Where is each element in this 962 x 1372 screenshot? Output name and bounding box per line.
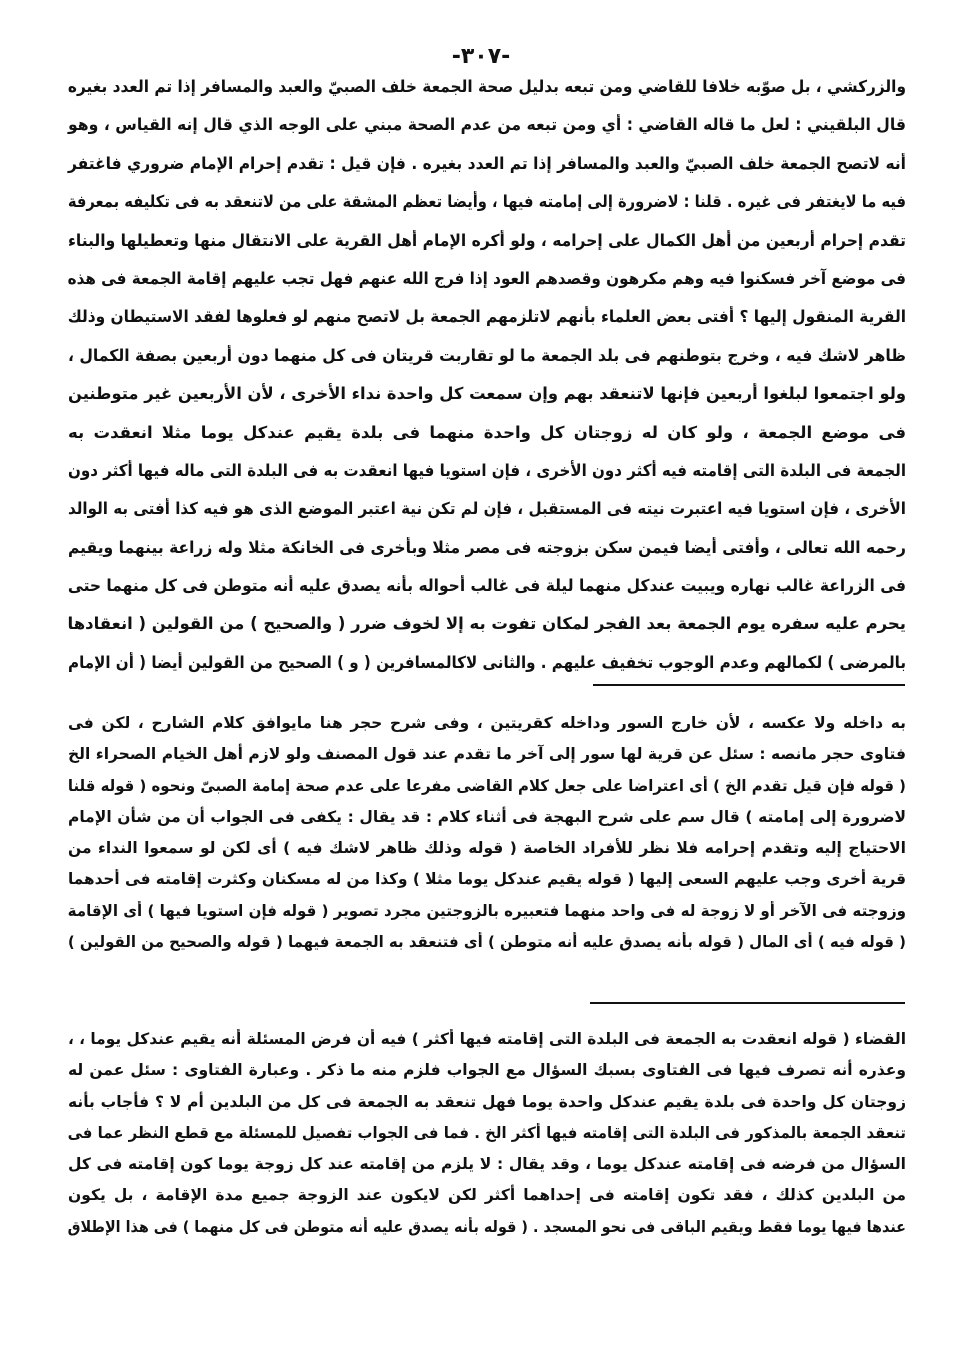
page-number: -٣٠٧-: [451, 44, 511, 69]
footnote-line: عندها فيها يوما فقط ويقيم الباقى فى نحو المسجد . ( قوله بأنه يصدق عليه أنه متوطن فى كل منهما ) فى هذا الإطلاق: [67, 1217, 907, 1236]
footnote-line: فتاوى حجر مانصه : سئل عن قرية لها سور إلى آخر ما تقدم عند قول المصنف ولو لازم أهل الخيام الصحراء الخ: [68, 745, 906, 764]
footnote-line: قرية أخرى وجب عليهم السعى إليها ( قوله يقيم عندكل يوما مثلا ) وكذا من له مسكنان وكثرت إقامته فى أحدهما: [68, 870, 906, 889]
text-line: فى الزراعة غالب نهاره ويبيت عندكل منهما ليلة فى غالب أحواله بأنه يصدق عليه أنه متوطن فى كل منهما حتى: [67, 576, 907, 596]
footnote-line: لاضرورة إلى إمامته ) قال سم على شرح البهجة فى أثناء كلام : قد يقال : يكفى فى الجواب أن من شأن الإمام: [68, 807, 906, 826]
text-line: تقدم إحرام أربعين من أهل الكمال على إحرامه ، ولو أكره الإمام أهل القرية على الانتقال منها وتعطيلها والبناء: [68, 230, 906, 250]
text-line: الجمعة فى البلدة التى إقامته فيه أكثر دون الأخرى ، فإن استويا فيها انعقدت به فى البلدة التى ماله فيها أكثر دون: [68, 460, 906, 480]
footnote-line: الاحتياج إليه وتقدم إحرامه فلا نظر للأفراد الخاصة ( قوله وذلك ظاهر لاشك فيه ) أى لكن لو سمعوا النداء من: [68, 839, 906, 858]
footnote-divider: [590, 1002, 905, 1004]
footnote-line: ( قوله فإن قيل تقدم الخ ) أى اعتراضا على جعل كلام القاضى مفرعا على عدم صحة إمامة الصبىّ ونحوه ( قوله قلنا: [67, 776, 906, 795]
text-line: قال البلقيني : لعل ما قاله القاضي : أي ومن تبعه من عدم الصحة مبني على الوجه الذي قال إنه القياس ، وهو: [68, 115, 906, 135]
footnote-block-2: [68, 1024, 906, 1243]
text-line: الأخرى ، فإن استويا فيه اعتبرت نيته فى المستقبل ، فإن لم تكن نية اعتبر الموضع الذى هو فيه كذا أفتى به الوالد: [68, 499, 906, 519]
footnote-line: القضاء ( قوله انعقدت به الجمعة فى البلدة التى إقامته فيها أكثر ) فيه أن فرض المسئلة أنه يقيم عندكل يوما ، ،: [67, 1030, 907, 1048]
text-line: يحرم عليه سفره يوم الجمعة بعد الفجر لمكان تفوت به إلا لخوف ضرر ( والصحيح ) من القولين ( انعقادها: [67, 614, 907, 634]
footnote-line: به داخله ولا عكسه ، لأن خارج السور وداخله كقريتين ، وفى شرح حجر هنا مايوافق كلام الشارح ، لكن فى: [68, 714, 906, 732]
footnote-line: السؤال من فرضه فى إقامته عندكل يوما ، وقد يقال : لا يلزم من إقامته عند كل زوجة يوما كون إقامته فى كل: [68, 1155, 906, 1174]
footnote-line: وزوجته فى الآخر أو لا زوجة له فى واحد منهما فتعبيره بالزوجتين مجرد تصوير ( قوله فإن استويا فيها ) أى الإقامة: [67, 901, 907, 920]
footnote-divider: [593, 684, 905, 686]
footnote-line: من البلدين كذلك ، فقد تكون إقامته فى إحداهما أكثر لكن لايكون عند الزوجة جميع مدة الإقامة ، بل يكون: [68, 1186, 906, 1205]
text-line: رحمه الله تعالى ، وأفتى أيضا فيمن سكن بزوجته فى مصر مثلا وبأخرى فى الخانكة مثلا وله زراعة بينهما ويقيم: [68, 537, 906, 557]
footnote-line: ( قوله فيه ) أى المال ( قوله بأنه يصدق عليه أنه متوطن ) أى فتنعقد به الجمعة فيهما ( قوله والصحيح من القولين ): [67, 933, 906, 952]
text-line: ظاهر لاشك فيه ، وخرج بتوطنهم فى بلد الجمعة ما لو تقاربت قريتان فى كل منهما دون أربعين بصفة الكمال ،: [67, 345, 907, 365]
text-line: فى موضع الجمعة ، ولو كان له زوجتان كل واحدة منهما فى بلدة يقيم عندكل يوما مثلا انعقدت به: [68, 422, 906, 442]
text-line: بالمرضى ) لكمالهم وعدم الوجوب تخفيف عليهم . والثانى لاكالمسافرين ( و ) الصحيح من القولين أيضا ( أن الإمام: [68, 652, 906, 672]
main-text: [68, 68, 906, 682]
footnote-line: زوجتان كل واحدة فى بلدة يقيم عندكل واحدة يوما فهل تنعقد به الجمعة فى كل من البلدين أم لا ؟ فأجاب بأنه: [68, 1092, 906, 1111]
text-line: فيه ما لايغتفر فى غيره . قلنا : لاضرورة إلى إمامته فيها ، وأيضا تعظم المشقة على من لاتنعقد به فى تكليفه بمعرفة: [67, 192, 907, 212]
text-line: فى موضع آخر فسكنوا فيه وهم مكرهون وقصدهم العود إذا فرج الله عنهم فهل تجب عليهم إقامة الجمعة فى هذه: [67, 268, 906, 288]
text-line: والزركشي ، بل صوّبه خلافا للقاضي ومن تبعه بدليل صحة الجمعة خلف الصبيّ والعبد والمسافر إذا تم العدد بغيره: [67, 77, 906, 96]
footnote-line: تنعقد الجمعة بالمذكور فى البلدة التى إقامته فيها أكثر الخ . فما فى الجواب تفصيل للمسئلة مع قطع النظر عما فى: [67, 1123, 907, 1142]
text-line: القرية المنقول إليها ؟ أفتى بعض العلماء بأنهم لاتلزمهم الجمعة بل لاتصح منهم لو فعلوها لفقد الاستيطان وذلك: [67, 307, 907, 327]
text-line: أنه لاتصح الجمعة خلف الصبيّ والعبد والمسافر إذا تم العدد بغيره . فإن قيل : تقدم إحرام الإمام ضروري فاغتفر: [68, 153, 906, 173]
footnote-block-1: [68, 708, 906, 958]
footnote-line: وعذره أنه تصرف فيها فى الفتاوى بسبك السؤال مع الجواب فلزم منه ما ذكر . وعبارة الفتاوى : سئل عمن له: [68, 1061, 906, 1080]
text-line: ولو اجتمعوا لبلغوا أربعين فإنها لاتنعقد بهم وإن سمعت كل واحدة نداء الأخرى ، لأن الأربعين غير متوطنين: [68, 384, 906, 404]
